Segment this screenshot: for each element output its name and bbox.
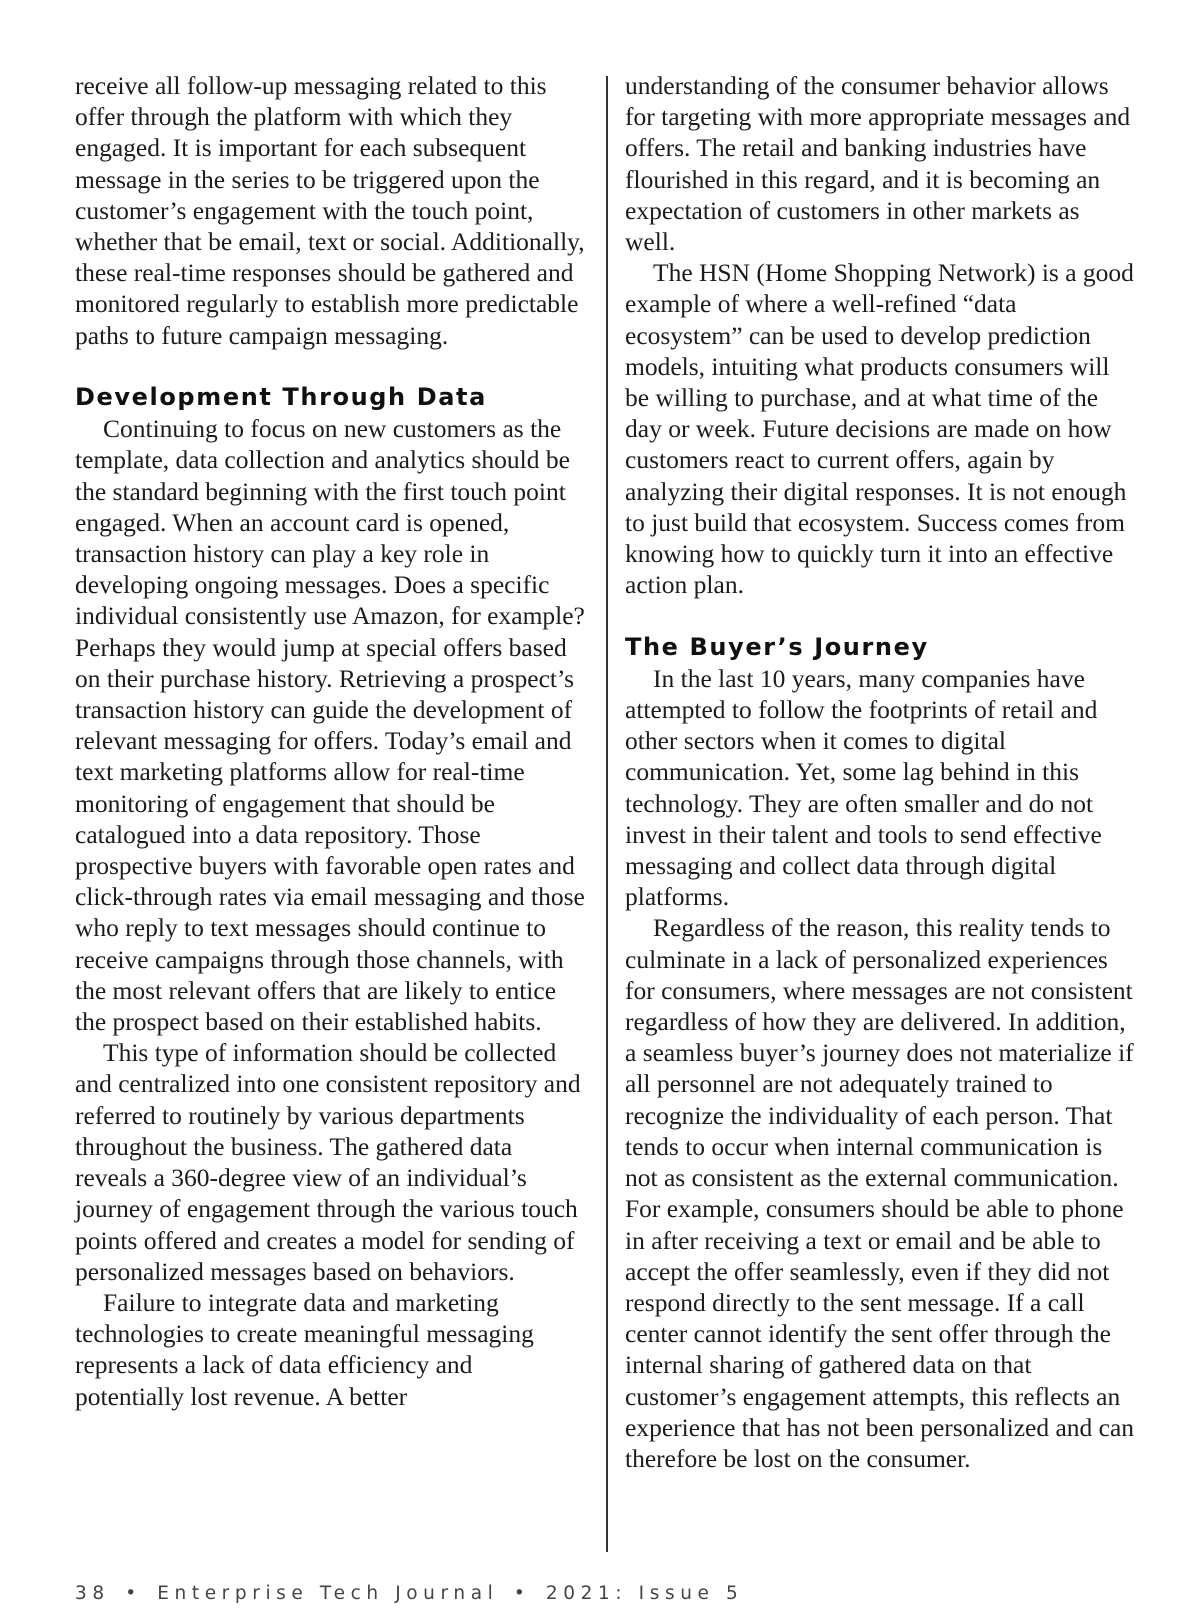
section-spacer bbox=[75, 351, 587, 382]
right-paragraph-1: understanding of the consumer behavior allows for targeting with more appropriate messages and offers. The retail and banking industries have flourished in this regard, and it is becoming an expectation of customers in other markets as well. bbox=[625, 71, 1131, 257]
right-paragraph-2: The HSN (Home Shopping Network) is a good example of where a well-refined “data ecosystem” can be used to develop prediction models, intuiting what products consumers will be willing to purchase, and at what time of the day or week. Future decisions are made on how customers react to current offers, again by analyzing their digital responses. It is not enough to just build that ecosystem. Success comes from knowing how to quickly turn it into an effective action plan. bbox=[625, 258, 1134, 600]
issue-label: 2021: Issue 5 bbox=[545, 1583, 744, 1604]
column-divider bbox=[606, 76, 608, 1552]
right-column bbox=[625, 70, 1135, 1474]
page-number: 38 bbox=[75, 1583, 110, 1604]
left-column bbox=[75, 70, 587, 1412]
section-heading-development: Development Through Data bbox=[75, 383, 487, 412]
left-paragraph-1: receive all follow-up messaging related to this offer through the platform with which they engaged. It is important for each subsequent message in the series to be triggered upon the customer’s engagement with the touch point, whether that be email, text or social. Additionally, these real-time responses should be gathered and monitored regularly to establish more predictable paths to future campaign messaging. bbox=[75, 71, 585, 350]
publication-name: Enterprise Tech Journal bbox=[157, 1583, 499, 1604]
section-spacer bbox=[625, 600, 1135, 631]
left-paragraph-4: Failure to integrate data and marketing technologies to create meaningful messaging represents a lack of data efficiency and potentially lost revenue. A better bbox=[75, 1287, 534, 1411]
section-heading-buyers-journey: The Buyer’s Journey bbox=[625, 632, 929, 661]
left-paragraph-2: Continuing to focus on new customers as the template, data collection and analytics should be the standard beginning with the first touch point engaged. When an account card is opened, transaction history can play a key role in developing ongoing messages. Does a specific individual consistently use Amazon, for example? Perhaps they would jump at special offers based on their purchase history. Retrieving a prospect’s transaction history can guide the development of relevant messaging for offers. Today’s email and text marketing platforms allow for real-time monitoring of engagement that should be catalogued into a data repository. Those prospective buyers with favorable open rates and click-through rates via email messaging and those who reply to text messages should continue to receive campaigns through those channels, with the most relevant offers that are likely to entice the prospect based on their established habits. bbox=[75, 414, 585, 1037]
page-footer bbox=[75, 1583, 743, 1604]
footer-separator: • bbox=[513, 1583, 531, 1604]
right-paragraph-4: Regardless of the reason, this reality tends to culminate in a lack of personalized experiences for consumers, where messages are not consistent regardless of how they are delivered. In addition, a seamless buyer’s journey does not materialize if all personnel are not adequately trained to recognize the individuality of each person. That tends to occur when internal communication is not as consistent as the external communication. For example, consumers should be able to phone in after receiving a text or email and be able to accept the offer seamlessly, even if they did not respond directly to the sent message. If a call center cannot identify the sent offer through the internal sharing of gathered data on that customer’s engagement attempts, this reflects an experience that has not been personalized and can therefore be lost on the consumer. bbox=[625, 913, 1135, 1473]
footer-separator: • bbox=[125, 1583, 142, 1604]
left-paragraph-3: This type of information should be collected and centralized into one consistent repository and referred to routinely by various departments throughout the business. The gathered data reveals a 360-degree view of an individual’s journey of engagement through the various touch points offered and creates a model for sending of personalized messages based on behaviors. bbox=[75, 1038, 581, 1286]
right-paragraph-3: In the last 10 years, many companies have attempted to follow the footprints of retail and other sectors when it comes to digital communication. Yet, some lag behind in this technology. They are often smaller and do not invest in their talent and tools to send effective messaging and collect data through digital platforms. bbox=[625, 663, 1102, 912]
